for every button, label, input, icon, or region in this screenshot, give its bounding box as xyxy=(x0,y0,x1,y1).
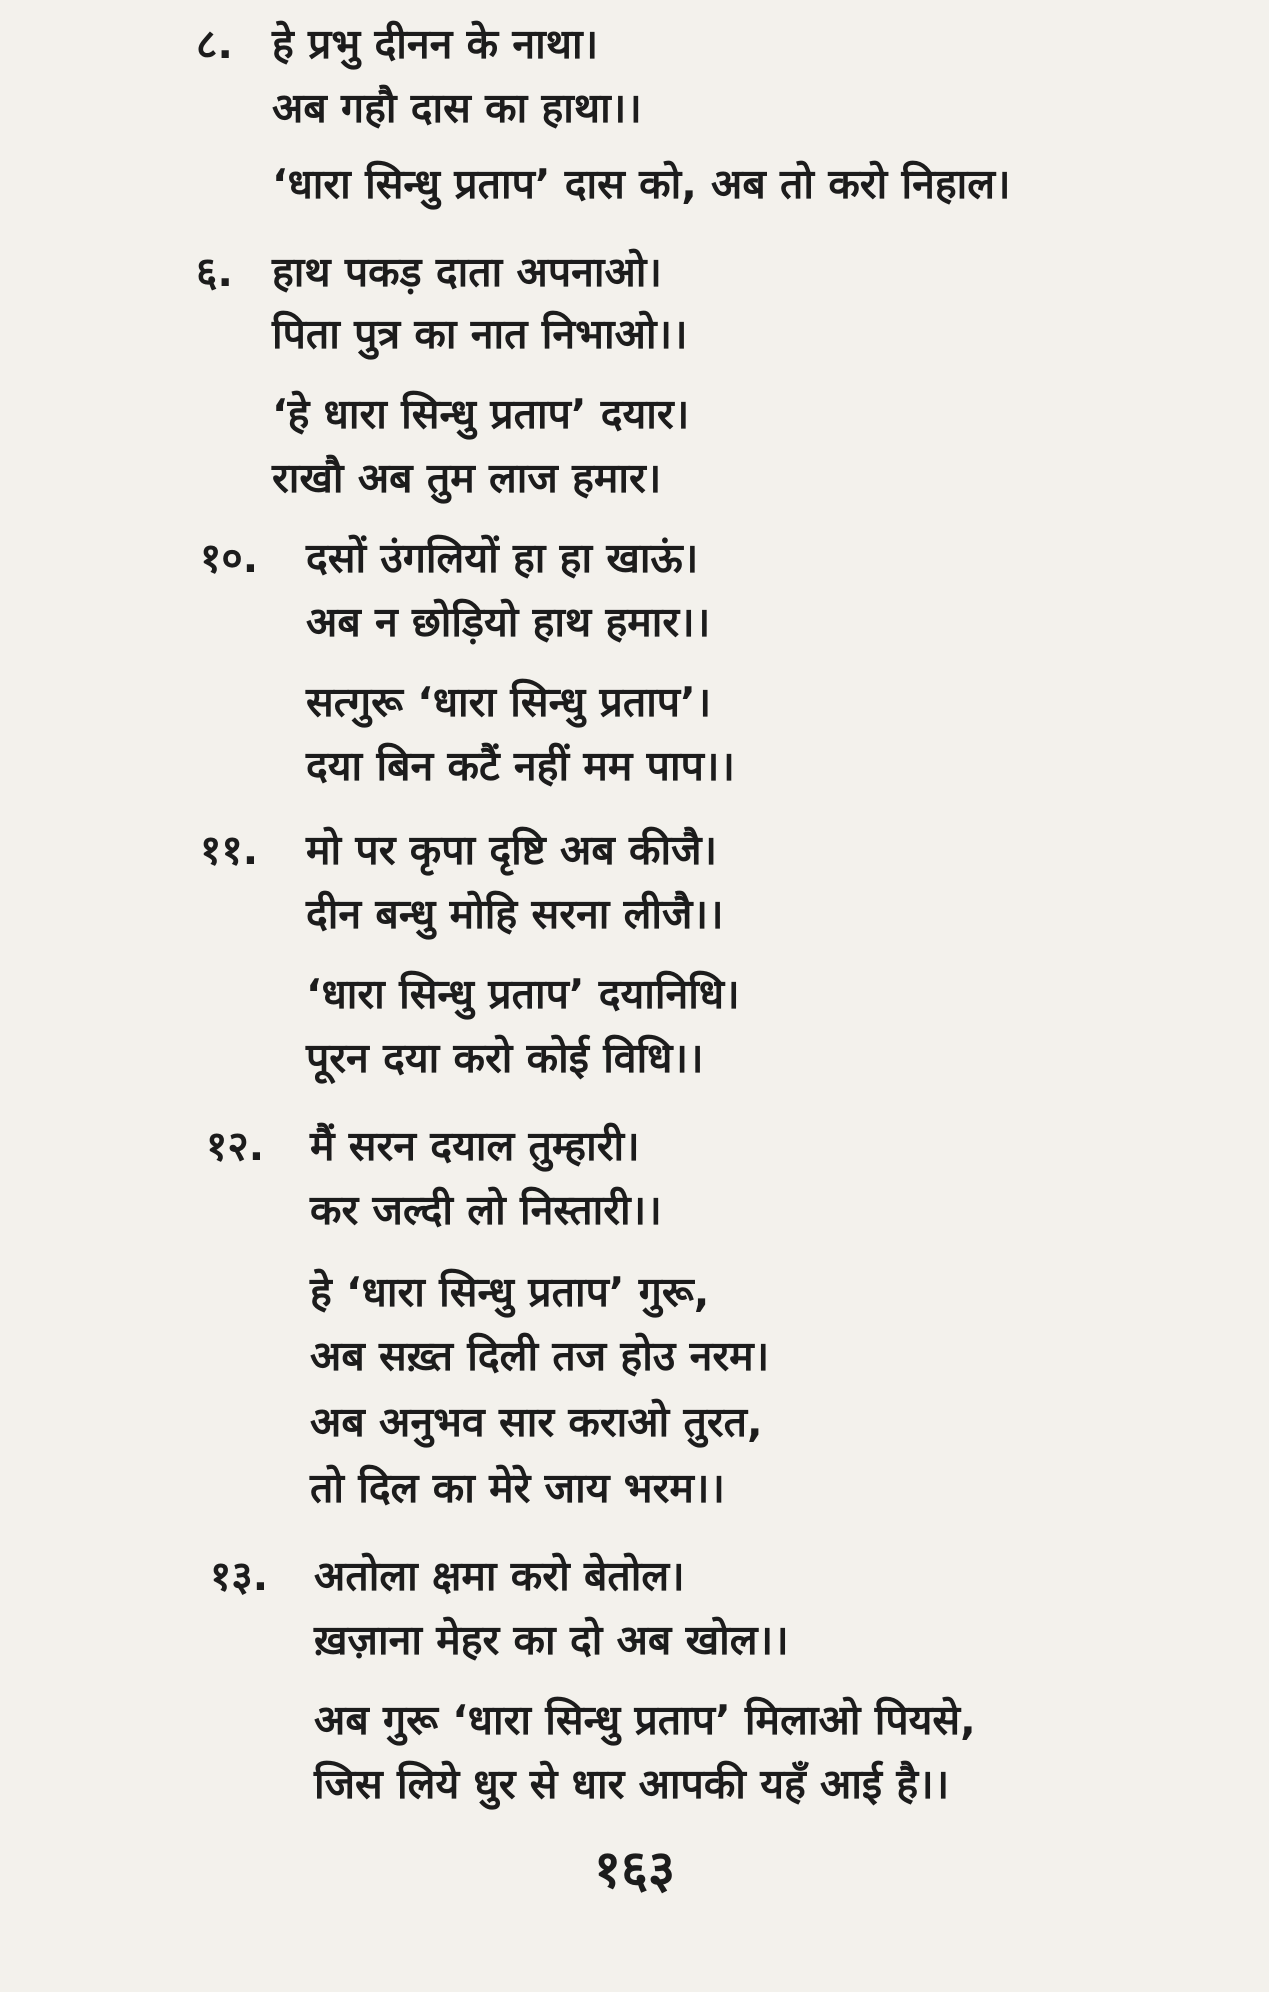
page-number: १६३ xyxy=(593,1840,676,1900)
verse-line: अब अनुभव सार कराओ तुरत, xyxy=(310,1398,763,1446)
verse-number: १२. xyxy=(206,1122,265,1170)
verse-line: ख़ज़ाना मेहर का दो अब खोल।। xyxy=(314,1616,789,1664)
verse-line: अब सख़्त दिली तज होउ नरम। xyxy=(310,1332,770,1380)
verse-line: अब न छोड़ियो हाथ हमार।। xyxy=(306,598,711,646)
verse-line: दया बिन कटैं नहीं मम पाप।। xyxy=(306,742,735,790)
verse-line: कर जल्दी लो निस्तारी।। xyxy=(310,1186,662,1234)
verse-number: १३. xyxy=(210,1552,269,1600)
verse-number: १०. xyxy=(200,534,259,582)
verse-line: ‘हे धारा सिन्धु प्रताप’ दयार। xyxy=(272,390,690,438)
verse-line: हाथ पकड़ दाता अपनाओ। xyxy=(272,248,662,296)
verse-line: तो दिल का मेरे जाय भरम।। xyxy=(310,1464,725,1512)
verse-line: हे ‘धारा सिन्धु प्रताप’ गुरू, xyxy=(310,1268,710,1316)
verse-line: अब गहौ दास का हाथा।। xyxy=(272,84,642,132)
verse-line: हे प्रभु दीनन के नाथा। xyxy=(272,20,599,68)
verse-number: ८. xyxy=(196,20,233,68)
verse-line: जिस लिये धुर से धार आपकी यहँ आई है।। xyxy=(314,1760,950,1808)
verse-line: अतोला क्षमा करो बेतोल। xyxy=(314,1552,685,1600)
verse-line: ‘धारा सिन्धु प्रताप’ दास को, अब तो करो निहाल। xyxy=(272,160,1011,208)
verse-line: मैं सरन दयाल तुम्हारी। xyxy=(310,1122,640,1170)
verse-line: पूरन दया करो कोई विधि।। xyxy=(306,1034,704,1082)
verse-number: ११. xyxy=(200,826,259,874)
verse-line: दसों उंगलियों हा हा खाऊं। xyxy=(306,534,699,582)
verse-line: मो पर कृपा दृष्टि अब कीजै। xyxy=(306,826,718,874)
verse-line: पिता पुत्र का नात निभाओ।। xyxy=(272,310,688,358)
verse-number: ६. xyxy=(196,248,233,296)
verse-line: ‘धारा सिन्धु प्रताप’ दयानिधि। xyxy=(306,970,740,1018)
verse-line: सत्गुरू ‘धारा सिन्धु प्रताप’। xyxy=(306,678,712,726)
verse-line: दीन बन्धु मोहि सरना लीजै।। xyxy=(306,890,724,938)
verse-line: अब गुरू ‘धारा सिन्धु प्रताप’ मिलाओ पियसे, xyxy=(314,1696,976,1744)
verse-line: राखौ अब तुम लाज हमार। xyxy=(272,454,662,502)
